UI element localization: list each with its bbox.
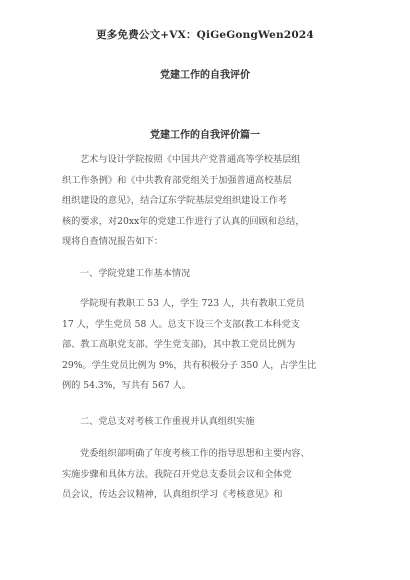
subheading-text: 二、党总支对考核工作重视并认真组织实施 bbox=[80, 416, 255, 427]
text-line: 29%。学生党员比例为 9%，共有积极分子 350 人，占学生比 bbox=[62, 359, 317, 371]
text-line: 党委组织部明确了年度考核工作的指导思想和主要内容、 bbox=[80, 448, 310, 459]
text-line: 现将自查情况报告如下： bbox=[62, 236, 164, 247]
document-title: 党建工作的自我评价 bbox=[160, 70, 250, 81]
text-line: 组织建设的意见》，结合辽东学院基层党组织建设工作考 bbox=[62, 195, 288, 206]
text-line: 17 人，学生党员 58 人。总支下设三个支部(教工本科党支 bbox=[62, 318, 300, 330]
section-title: 党建工作的自我评价篇一 bbox=[150, 130, 260, 141]
text-line: 实施步骤和具体方法。我院召开党总支委员会议和全体党 bbox=[62, 468, 292, 480]
paragraph-statistics bbox=[62, 294, 358, 397]
subheading-text: 一、学院党建工作基本情况 bbox=[80, 268, 191, 279]
text-line: 例的 54.3%，写共有 567 人。 bbox=[62, 380, 191, 391]
text-line: 核的要求，对20xx年的党建工作进行了认真的回顾和总结， bbox=[62, 215, 305, 227]
text-line: 织工作条例》和《中共教育部党组关于加强普通高校基层 bbox=[62, 174, 292, 186]
promo-banner: 更多免费公文+VX：QiGeGongWen2024 bbox=[96, 29, 314, 41]
paragraph-assessment bbox=[62, 444, 358, 506]
text-line: 员会议，传达会议精神，认真组织学习《考核意见》和 bbox=[62, 489, 283, 500]
subheading-basic-situation bbox=[62, 264, 358, 285]
text-line: 艺术与设计学院按照《中国共产党普通高等学校基层组 bbox=[80, 154, 301, 165]
text-line: 学院现有教职工 53 人，学生 723 人，共有教职工党员 bbox=[80, 298, 305, 309]
subheading-assessment bbox=[62, 412, 358, 433]
text-line: 部、教工高职党支部、学生党支部)，其中教工党员比例为 bbox=[62, 339, 296, 350]
paragraph-intro bbox=[62, 150, 358, 253]
